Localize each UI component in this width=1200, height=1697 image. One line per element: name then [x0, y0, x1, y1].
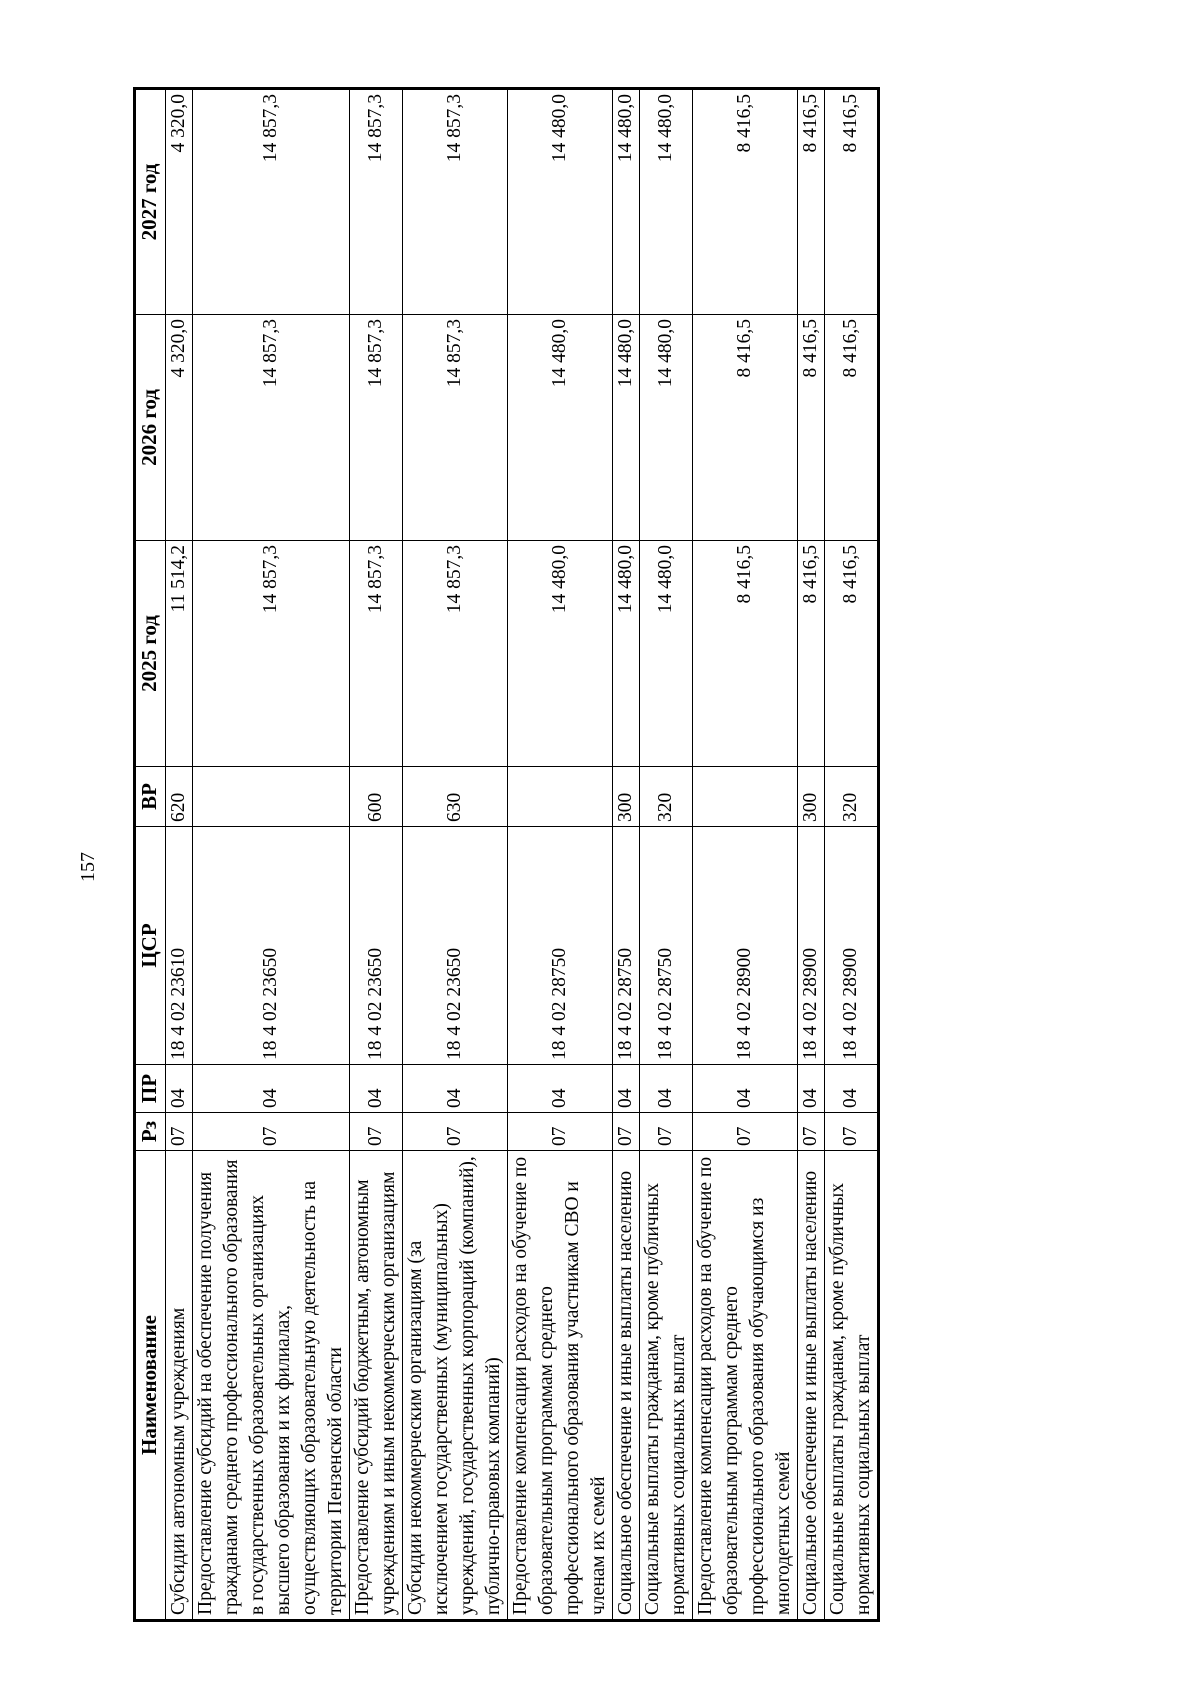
table-row [508, 89, 613, 1621]
page-number: 157 [77, 852, 99, 882]
cell-2027: 8 416,5 [798, 89, 825, 315]
table-row [825, 89, 879, 1621]
cell-2027: 8 416,5 [825, 89, 879, 315]
cell-name: Социальное обеспечение и иные выплаты населению [798, 1151, 825, 1621]
cell-rz: 07 [825, 1113, 879, 1151]
cell-2026: 14 857,3 [403, 315, 508, 541]
cell-2026: 14 857,3 [350, 315, 403, 541]
table-row [350, 89, 403, 1621]
cell-name: Социальные выплаты гражданам, кроме публичных нормативных социальных выплат [825, 1151, 879, 1621]
header-2027: 2027 год [135, 89, 166, 315]
cell-2026: 14 480,0 [508, 315, 613, 541]
cell-name: Предоставление компенсации расходов на обучение по образовательным программам среднего профессионального образования обучающимся из многодетных семей [693, 1151, 798, 1621]
cell-csr: 18 4 02 28900 [798, 827, 825, 1065]
cell-csr: 18 4 02 28750 [508, 827, 613, 1065]
cell-csr: 18 4 02 23650 [193, 827, 350, 1065]
cell-2026: 8 416,5 [798, 315, 825, 541]
header-name: Наименование [135, 1151, 166, 1621]
cell-vr: 320 [825, 767, 879, 827]
cell-2026: 4 320,0 [166, 315, 193, 541]
cell-2025: 8 416,5 [825, 541, 879, 767]
cell-pr: 04 [508, 1065, 613, 1113]
cell-2027: 14 857,3 [350, 89, 403, 315]
cell-pr: 04 [403, 1065, 508, 1113]
cell-csr: 18 4 02 23610 [166, 827, 193, 1065]
cell-2026: 14 480,0 [640, 315, 693, 541]
header-csr: ЦСР [135, 827, 166, 1065]
cell-2025: 14 857,3 [403, 541, 508, 767]
cell-name: Субсидии некоммерческим организациям (за исключением государственных (муниципальных) учреждений, государственных корпораций (компаний), публично-правовых компаний) [403, 1151, 508, 1621]
cell-vr: 620 [166, 767, 193, 827]
cell-2025: 8 416,5 [693, 541, 798, 767]
cell-rz: 07 [798, 1113, 825, 1151]
cell-2026: 8 416,5 [693, 315, 798, 541]
cell-csr: 18 4 02 23650 [350, 827, 403, 1065]
cell-vr: 300 [798, 767, 825, 827]
cell-pr: 04 [350, 1065, 403, 1113]
cell-vr [193, 767, 350, 827]
table-row [613, 89, 640, 1621]
cell-2025: 8 416,5 [798, 541, 825, 767]
cell-rz: 07 [613, 1113, 640, 1151]
table-row [798, 89, 825, 1621]
cell-vr [508, 767, 613, 827]
cell-pr: 04 [166, 1065, 193, 1113]
cell-2026: 14 480,0 [613, 315, 640, 541]
cell-2025: 14 480,0 [640, 541, 693, 767]
table-row [640, 89, 693, 1621]
header-vr: ВР [135, 767, 166, 827]
header-rz: Рз [135, 1113, 166, 1151]
header-2025: 2025 год [135, 541, 166, 767]
cell-csr: 18 4 02 28750 [640, 827, 693, 1065]
cell-rz: 07 [508, 1113, 613, 1151]
cell-vr: 320 [640, 767, 693, 827]
cell-pr: 04 [613, 1065, 640, 1113]
cell-name: Социальные выплаты гражданам, кроме публичных нормативных социальных выплат [640, 1151, 693, 1621]
cell-2027: 14 480,0 [508, 89, 613, 315]
cell-csr: 18 4 02 23650 [403, 827, 508, 1065]
table-header-row [135, 89, 166, 1621]
cell-csr: 18 4 02 28900 [693, 827, 798, 1065]
cell-2027: 8 416,5 [693, 89, 798, 315]
cell-2027: 14 857,3 [193, 89, 350, 315]
cell-2025: 14 857,3 [193, 541, 350, 767]
cell-2026: 14 857,3 [193, 315, 350, 541]
table-row [166, 89, 193, 1621]
cell-2025: 14 857,3 [350, 541, 403, 767]
cell-2025: 14 480,0 [508, 541, 613, 767]
cell-2026: 8 416,5 [825, 315, 879, 541]
cell-rz: 07 [403, 1113, 508, 1151]
cell-2027: 14 857,3 [403, 89, 508, 315]
header-2026: 2026 год [135, 315, 166, 541]
cell-2027: 14 480,0 [640, 89, 693, 315]
cell-name: Субсидии автономным учреждениям [166, 1151, 193, 1621]
cell-2025: 14 480,0 [613, 541, 640, 767]
cell-rz: 07 [350, 1113, 403, 1151]
cell-2025: 11 514,2 [166, 541, 193, 767]
cell-name: Социальное обеспечение и иные выплаты населению [613, 1151, 640, 1621]
cell-pr: 04 [193, 1065, 350, 1113]
cell-vr: 600 [350, 767, 403, 827]
cell-rz: 07 [166, 1113, 193, 1151]
cell-vr: 300 [613, 767, 640, 827]
cell-pr: 04 [693, 1065, 798, 1113]
cell-rz: 07 [640, 1113, 693, 1151]
cell-name: Предоставление компенсации расходов на обучение по образовательным программам среднего профессионального образования участникам СВО и членам их семей [508, 1151, 613, 1621]
cell-2027: 4 320,0 [166, 89, 193, 315]
cell-pr: 04 [798, 1065, 825, 1113]
header-pr: ПР [135, 1065, 166, 1113]
cell-pr: 04 [640, 1065, 693, 1113]
cell-pr: 04 [825, 1065, 879, 1113]
table-row [403, 89, 508, 1621]
rotated-page-content [133, 90, 935, 1622]
table-row [693, 89, 798, 1621]
table-row [193, 89, 350, 1621]
cell-csr: 18 4 02 28750 [613, 827, 640, 1065]
cell-rz: 07 [693, 1113, 798, 1151]
cell-name: Предоставление субсидий на обеспечение получения гражданами среднего профессионального образования в государственных образовательных организациях высшего образования и их филиалах, осуществляющих образовательную деятельность на территории Пензенской области [193, 1151, 350, 1621]
cell-vr [693, 767, 798, 827]
cell-rz: 07 [193, 1113, 350, 1151]
cell-vr: 630 [403, 767, 508, 827]
cell-2027: 14 480,0 [613, 89, 640, 315]
cell-csr: 18 4 02 28900 [825, 827, 879, 1065]
budget-table [133, 87, 880, 1622]
cell-name: Предоставление субсидий бюджетным, автономным учреждениям и иным некоммерческим организациям [350, 1151, 403, 1621]
